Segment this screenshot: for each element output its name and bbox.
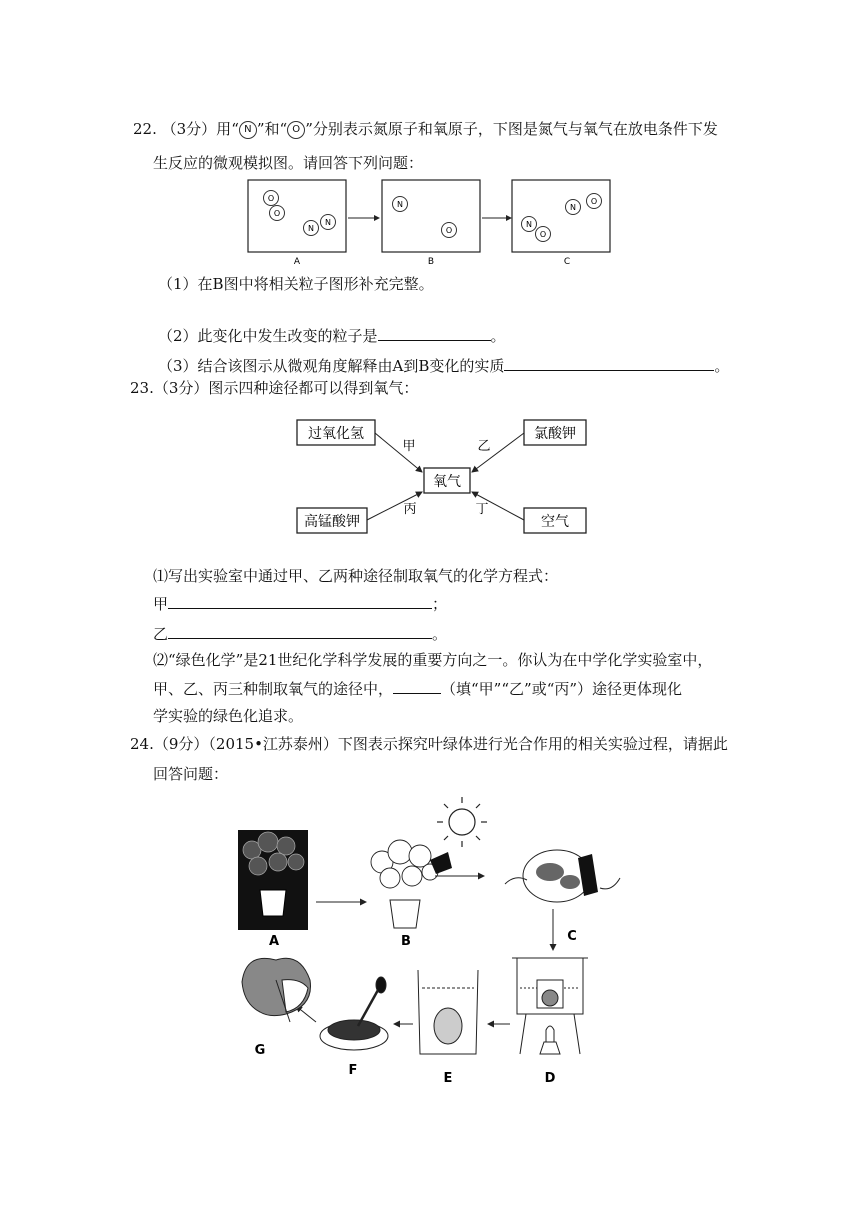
svg-text:N: N xyxy=(325,218,331,227)
svg-text:O: O xyxy=(590,197,598,206)
q23-sub2-line1: ⑵“绿色化学”是21世纪化学科学发展的重要方向之一。你认为在中学化学实验室中， xyxy=(153,651,713,669)
panel-label-a: A xyxy=(268,934,280,949)
panel-a-dark-plant xyxy=(238,830,308,930)
nitrogen-atom-icon xyxy=(566,200,581,215)
oxygen-atom-icon xyxy=(442,223,457,238)
q23-sub2-line3: 学实验的绿色化追求。 xyxy=(153,707,304,725)
answer-blank[interactable] xyxy=(168,594,432,609)
q23-jia-label: 甲 xyxy=(153,595,169,613)
oxygen-atom-icon xyxy=(587,194,602,209)
nitrogen-atom-icon: N xyxy=(239,121,257,139)
answer-blank[interactable] xyxy=(504,356,714,371)
q22-sub1: （1）在B图中将相关粒子图形补充完整。 xyxy=(158,275,434,293)
nitrogen-atom-icon xyxy=(522,217,537,232)
q23-stem: 23.（3分）图示四种途径都可以得到氧气： xyxy=(130,379,419,397)
q23-line-yi xyxy=(153,624,447,644)
node-h2o2 xyxy=(297,420,375,445)
q22-sub2-text: （2）此变化中发生改变的粒子是 xyxy=(158,327,378,345)
panel-d-water-bath xyxy=(512,958,588,1054)
q23-sub2-b2: （填“甲”“乙”或“丙”）途径更体现化 xyxy=(441,680,683,698)
panel-label-b: B xyxy=(401,934,411,949)
oxygen-atom-icon: O xyxy=(287,121,305,139)
answer-blank[interactable] xyxy=(378,326,491,341)
q24-stem-line1: 24.（9分）（2015•江苏泰州）下图表示探究叶绿体进行光合作用的相关实验过程，请据此 xyxy=(130,735,728,753)
q24-photosynthesis-experiment-diagram xyxy=(230,792,650,1094)
q22-and: 和 xyxy=(264,120,280,138)
route-label-bing: 丙 xyxy=(403,502,417,517)
panel-e-beaker xyxy=(418,970,478,1054)
svg-text:O: O xyxy=(273,209,281,218)
route-label-ding: 丁 xyxy=(475,502,489,517)
q22-sub2 xyxy=(158,326,506,346)
q23-line-jia xyxy=(153,594,447,614)
box-a xyxy=(248,180,346,252)
answer-blank[interactable] xyxy=(393,679,441,694)
oxygen-atom-icon xyxy=(270,206,285,221)
q22-sub3-end: 。 xyxy=(714,357,730,375)
q23-yi-label: 乙 xyxy=(153,625,169,643)
route-label-yi: 乙 xyxy=(477,439,491,454)
svg-text:空气: 空气 xyxy=(541,514,569,530)
svg-text:氧气: 氧气 xyxy=(433,474,461,490)
q23-yi-end: 。 xyxy=(432,625,448,643)
svg-text:O: O xyxy=(445,226,453,235)
box-c-label: C xyxy=(563,257,571,267)
node-oxygen xyxy=(424,468,470,493)
q23-sub1: ⑴写出实验室中通过甲、乙两种途径制取氧气的化学方程式： xyxy=(153,567,559,585)
q22-stem-rest: 分别表示氮原子和氧原子，下图是氮气与氧气在放电条件下发 xyxy=(312,120,718,138)
svg-text:过氧化氢: 过氧化氢 xyxy=(308,426,364,442)
nitrogen-atom-icon xyxy=(393,197,408,212)
q22-sub3-text: （3）结合该图示从微观角度解释由A到B变化的实质 xyxy=(158,357,505,375)
q22-number: 22. xyxy=(133,120,157,138)
box-b xyxy=(382,180,480,252)
q24-stem-line2: 回答问题： xyxy=(153,765,229,783)
panel-g-stained-leaf xyxy=(242,958,311,1022)
oxygen-atom-icon xyxy=(264,191,279,206)
svg-text:N: N xyxy=(570,203,576,212)
node-kclo3 xyxy=(524,420,586,445)
q22-particle-diagram xyxy=(240,176,620,268)
panel-label-d: D xyxy=(544,1071,556,1086)
svg-text:高锰酸钾: 高锰酸钾 xyxy=(304,514,360,530)
svg-text:O: O xyxy=(539,230,547,239)
route-label-jia: 甲 xyxy=(402,439,416,454)
q23-oxygen-routes-diagram xyxy=(290,408,600,540)
svg-text:氯酸钾: 氯酸钾 xyxy=(534,426,576,442)
answer-blank[interactable] xyxy=(168,624,432,639)
node-kmno4 xyxy=(297,508,367,533)
panel-label-c: C xyxy=(567,929,577,944)
q22-stem-line2: 生反应的微观模拟图。请回答下列问题： xyxy=(153,154,424,172)
panel-f-petri-dish xyxy=(320,977,388,1050)
panel-label-f: F xyxy=(348,1063,358,1078)
box-c xyxy=(512,180,610,252)
nitrogen-atom-icon xyxy=(304,221,319,236)
svg-text:N: N xyxy=(526,220,532,229)
svg-text:N: N xyxy=(308,224,314,233)
panel-label-e: E xyxy=(443,1071,453,1086)
panel-label-g: G xyxy=(254,1043,266,1058)
svg-text:O: O xyxy=(267,194,275,203)
box-a-label: A xyxy=(293,257,301,267)
panel-c-leaf-picked xyxy=(505,850,620,902)
box-b-label: B xyxy=(427,257,435,267)
q22-sub2-end: 。 xyxy=(490,327,506,345)
panel-b-plant-in-light xyxy=(371,840,452,928)
svg-text:N: N xyxy=(397,200,403,209)
q23-sub2-line2 xyxy=(153,679,682,699)
nitrogen-atom-icon xyxy=(321,215,336,230)
node-air xyxy=(524,508,586,533)
q23-sub2-b1: 甲、乙、丙三种制取氧气的途径中， xyxy=(153,680,394,698)
q22-sub3 xyxy=(158,356,729,376)
sun-icon xyxy=(437,797,487,847)
oxygen-atom-icon xyxy=(536,227,551,242)
q22-score: （3分）用 xyxy=(161,120,232,138)
q22-stem-line1: 22. （3分）用“ N ”和“ O ”分别表示氮原子和氧原子，下图是氮气与氧气在放电条件下发 xyxy=(133,120,718,138)
q23-jia-end: ； xyxy=(432,595,448,613)
